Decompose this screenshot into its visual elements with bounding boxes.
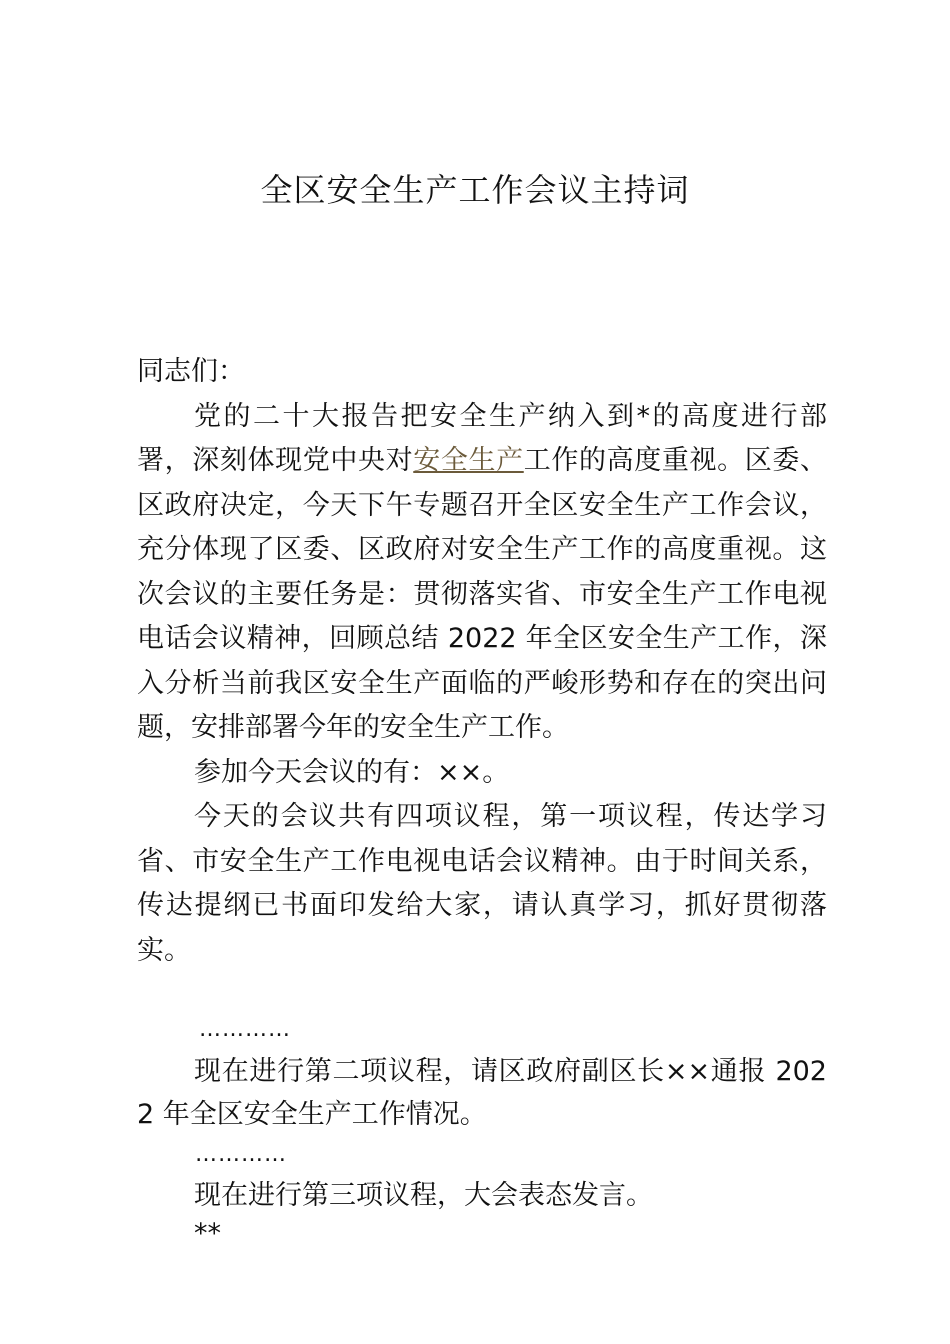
ellipsis-two: …………: [195, 1142, 287, 1167]
greeting: 同志们：: [137, 356, 245, 387]
paragraph-agenda-three: 现在进行第三项议程，大会表态发言。: [194, 1180, 653, 1211]
document-body: [137, 350, 827, 973]
document-body-continued: [137, 1010, 827, 1251]
paragraph-intro-end: 工作的高度重视。区委、区政府决定，今天下午专题召开全区安全生产工作会议，充分体现了区委、区政府对安全生产工作的高度重视。这次会议的主要任务是：贯彻落实省、市安全生产工作电视电话会议精神，回顾总结 2022 年全区安全生产工作，深入分析当前我区安全生产面临的严峻形势和存在的突出问题，安排部署今年的安全生产工作。: [137, 445, 827, 743]
safety-production-link[interactable]: 安全生产: [413, 445, 524, 476]
paragraph-intro-start: 党的二十大报告把安全生产纳入到*的高度进行部署，深刻体现党中央对: [137, 400, 827, 476]
ellipsis-one: …………: [199, 1017, 291, 1042]
paragraph-agenda-two: 现在进行第二项议程，请区政府副区长××通报 2022 年全区安全生产工作情况。: [137, 1056, 827, 1130]
paragraph-closing-mark: **: [194, 1218, 221, 1249]
paragraph-agenda-one: 今天的会议共有四项议程，第一项议程，传达学习省、市安全生产工作电视电话会议精神。由于时间关系，传达提纲已书面印发给大家，请认真学习，抓好贯彻落实。: [137, 801, 827, 966]
paragraph-intro: [137, 395, 827, 751]
document-title: 全区安全生产工作会议主持词: [260, 171, 690, 209]
paragraph-attendees: 参加今天会议的有：××。: [194, 756, 510, 788]
